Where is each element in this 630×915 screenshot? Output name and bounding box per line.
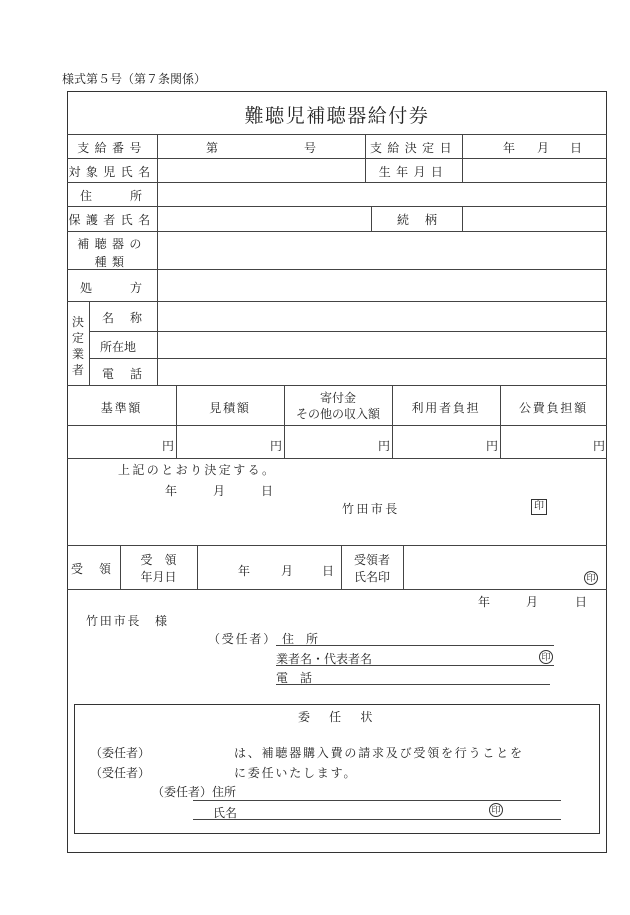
form-title: 難聴児補聴器給付券 (244, 105, 430, 127)
receipt-date-label-1: 受 領 (140, 553, 177, 567)
rule-line (67, 458, 607, 459)
vendor-group-char: 決 (72, 315, 85, 329)
device-type-label-2: 種類 (94, 255, 130, 269)
decision-month: 月 (213, 484, 226, 498)
vendor-location-label: 所在地 (100, 340, 137, 354)
rule-line (371, 206, 372, 231)
rule-line (193, 819, 561, 820)
yen-unit: 円 (486, 439, 499, 453)
receiver-label-2: 氏名印 (353, 570, 390, 584)
prescription-label-b: 方 (130, 281, 143, 295)
receiver-label-1: 受領者 (353, 553, 390, 567)
public-burden-header: 公費負担額 (518, 401, 588, 415)
payment-number-label: 支給番号 (77, 141, 147, 155)
guardian-name-label: 保護者氏名 (68, 213, 156, 227)
form-number-label: 様式第５号（第７条関係） (62, 72, 207, 86)
rule-line (403, 545, 404, 589)
decision-year: 年 (165, 484, 178, 498)
lower-day: 日 (575, 595, 588, 609)
rule-line (176, 385, 177, 458)
child-name-label: 対象児氏名 (68, 165, 156, 179)
rule-line (67, 231, 607, 232)
standard-amount-header: 基準額 (100, 401, 143, 415)
lower-year: 年 (478, 595, 491, 609)
delegator-address-label: （委任者）住所 (152, 785, 237, 799)
receipt-day: 日 (322, 564, 335, 578)
company-representative-label: 業者名・代表者名 (276, 652, 373, 666)
other-income-header: その他の収入額 (295, 407, 380, 421)
rule-line (67, 301, 607, 302)
vendor-group-char: 定 (72, 331, 85, 345)
rule-line (89, 301, 90, 385)
estimate-amount-header: 見積額 (209, 401, 251, 415)
date-day: 日 (570, 141, 583, 155)
number-suffix: 号 (304, 141, 317, 155)
lower-month: 月 (526, 595, 539, 609)
delegator-seal-icon: 印 (489, 803, 503, 817)
rule-line (89, 358, 607, 359)
number-prefix: 第 (206, 141, 219, 155)
yen-unit: 円 (270, 439, 283, 453)
receiver-seal-icon: 印 (584, 571, 598, 585)
vendor-group-char: 業 (72, 347, 85, 361)
rule-line (67, 425, 607, 426)
delegatee-label: （受任者） (208, 632, 278, 646)
date-month: 月 (537, 141, 550, 155)
yen-unit: 円 (593, 439, 606, 453)
delegatee-statement: に委任いたします。 (234, 766, 358, 780)
rule-line (462, 134, 463, 182)
rule-line (67, 545, 607, 546)
decision-day: 日 (261, 484, 274, 498)
vendor-name-label-a: 名 (102, 311, 115, 325)
rule-line (67, 385, 607, 386)
user-burden-header: 利用者負担 (411, 401, 481, 415)
mayor-label: 竹田市長 (342, 502, 400, 516)
birth-date-label: 生年月日 (378, 165, 449, 179)
rule-line (276, 684, 550, 685)
delegator-statement: は、補聴器購入費の請求及び受領を行うことを (234, 746, 524, 760)
decision-statement: 上記のとおり決定する。 (118, 463, 277, 477)
receipt-year: 年 (238, 564, 251, 578)
rule-line (276, 645, 554, 646)
vendor-name-label-b: 称 (130, 311, 143, 325)
rule-line (67, 158, 607, 159)
decision-date-label: 支給決定日 (369, 141, 457, 155)
rule-line (157, 301, 158, 385)
rule-line (67, 589, 607, 590)
rule-line (67, 182, 607, 183)
address-label-b: 所 (130, 189, 143, 203)
rule-line (89, 331, 607, 332)
device-type-label-1: 補聴器の (77, 237, 147, 251)
rule-line (193, 800, 561, 801)
date-year: 年 (503, 141, 516, 155)
rule-line (67, 134, 607, 135)
rule-line (67, 206, 607, 207)
delegator-name-label: 氏名 (213, 806, 238, 820)
donation-header: 寄付金 (319, 391, 356, 405)
rule-line (276, 665, 554, 666)
official-seal-icon: 印 (531, 499, 547, 515)
relation-label-b: 柄 (425, 213, 438, 227)
delegatee-address-label: 住 所 (282, 632, 319, 646)
vendor-phone-label-a: 電 (102, 367, 115, 381)
delegator-label: （委任者） (90, 746, 151, 760)
receipt-date-label-2: 年月日 (140, 570, 177, 584)
address-label-a: 住 (80, 189, 93, 203)
relation-label-a: 続 (397, 213, 410, 227)
power-of-attorney-title: 委 任 状 (297, 710, 376, 724)
receipt-month: 月 (281, 564, 294, 578)
company-seal-icon: 印 (539, 650, 553, 664)
yen-unit: 円 (162, 439, 175, 453)
rule-line (462, 206, 463, 231)
delegatee-proxy-label: （受任者） (90, 766, 151, 780)
yen-unit: 円 (378, 439, 391, 453)
delegatee-phone-label: 電 話 (276, 671, 313, 685)
rule-line (392, 385, 393, 458)
vendor-group-char: 者 (72, 363, 85, 377)
rule-line (157, 134, 158, 301)
vendor-phone-label-b: 話 (130, 367, 143, 381)
receipt-label-a: 受 (71, 562, 84, 576)
addressee: 竹田市長 様 (86, 614, 169, 628)
prescription-label-a: 処 (80, 281, 93, 295)
receipt-label-b: 領 (99, 562, 112, 576)
rule-line (197, 545, 198, 589)
rule-line (500, 385, 501, 458)
